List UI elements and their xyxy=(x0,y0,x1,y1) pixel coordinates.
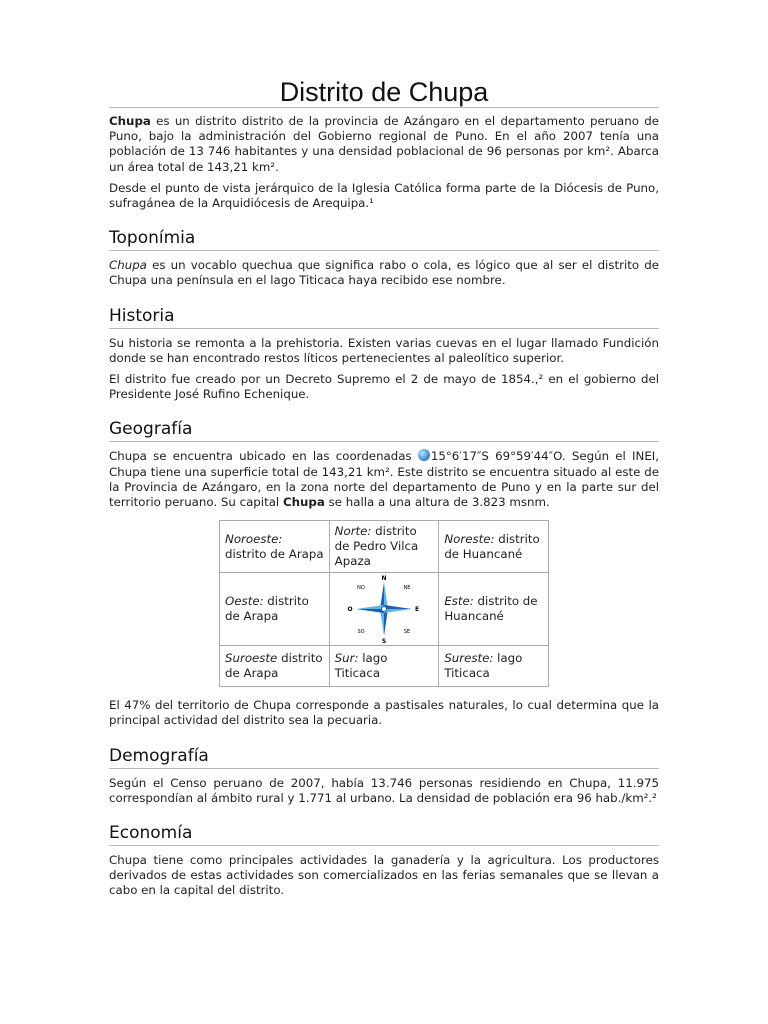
geografia-text-c: se halla a una altura de 3.823 msnm. xyxy=(324,495,550,510)
neighbor-cell-n xyxy=(329,521,439,573)
geografia-paragraph-1 xyxy=(109,449,659,510)
intro-bold-term: Chupa xyxy=(109,114,151,128)
section-heading-demografia: Demografía xyxy=(109,745,659,769)
table-row xyxy=(220,521,549,573)
section-toponimia xyxy=(109,227,659,288)
compass-label-s: S xyxy=(381,638,387,645)
historia-paragraph-2: El distrito fue creado por un Decreto Supremo el 2 de mayo de 1854.,² en el gobierno del Presidente José Rufino Echenique. xyxy=(109,372,659,402)
compass-rose-icon xyxy=(344,574,424,644)
coordinates-link[interactable]: 15°6′17″S 69°59′44″O xyxy=(430,449,562,464)
section-economia xyxy=(109,822,659,899)
toponimia-italic-term: Chupa xyxy=(109,258,147,273)
toponimia-paragraph xyxy=(109,258,659,288)
neighbor-cell-s xyxy=(329,646,439,687)
section-heading-geografia: Geografía xyxy=(109,418,659,442)
neighbor-value: lago Titicaca xyxy=(444,651,523,681)
document-page xyxy=(109,0,659,899)
neighbor-value: distrito de Arapa xyxy=(225,594,309,624)
compass-label-o: O xyxy=(347,606,353,614)
economia-paragraph: Chupa tiene como principales actividades la ganadería y la agricultura. Los productores derivados de estas actividades son comercializados en las ferias semanales que se llevan a cabo en la capital del distrito. xyxy=(109,853,659,898)
page-title: Distrito de Chupa xyxy=(279,77,489,107)
intro-paragraph-1 xyxy=(109,114,659,175)
direction-label: Sur: xyxy=(334,651,359,666)
compass-label-e: E xyxy=(414,606,420,614)
geografia-text-a: Chupa se encuentra ubicado en las coordenadas xyxy=(109,449,418,464)
neighbor-value: lago Titicaca xyxy=(334,651,388,681)
historia-paragraph-1: Su historia se remonta a la prehistoria. Existen varias cuevas en el lugar llamado Fundición donde se han encontrado restos líticos pertenecientes al paleolítico superior. xyxy=(109,335,659,365)
table-row xyxy=(220,573,549,646)
neighbor-cell-sw xyxy=(220,646,330,687)
geografia-text-b: . Según el INEI, Chupa tiene una superficie total de 143,21 km². Este distrito se encuentra situado al este de la Provincia de Azángaro, en la zona norte del departamento de Puno y en la parte sur del territorio peruano. Su capital xyxy=(109,449,659,510)
direction-label: Suroeste xyxy=(225,651,278,666)
compass-label-no: NO xyxy=(357,585,365,592)
compass-label-se: SE xyxy=(403,629,411,636)
direction-label: Noreste: xyxy=(444,531,495,546)
compass-label-so: SO xyxy=(357,629,365,636)
section-heading-toponimia: Toponímia xyxy=(109,227,659,251)
neighbor-cell-ne xyxy=(439,521,549,573)
section-geografia xyxy=(109,418,659,728)
section-historia xyxy=(109,305,659,403)
compass-label-n: N xyxy=(381,575,387,583)
table-row xyxy=(220,646,549,687)
neighbor-cell-nw xyxy=(220,521,330,573)
intro-text: es un distrito distrito de la provincia de Azángaro en el departamento peruano de Puno, bajo la administración del Gobierno regional de Puno. En el año 2007 tenía una población de 13 746 habitantes y una densidad poblacional de 96 personas por km². Abarca un área total de 143,21 km². xyxy=(109,114,659,174)
neighbor-value: distrito de Pedro Vilca Apaza xyxy=(334,524,419,569)
neighbor-value: distrito de Huancané xyxy=(444,594,538,624)
neighbor-value: distrito de Arapa xyxy=(225,651,323,681)
neighbor-value: distrito de Huancané xyxy=(444,531,540,561)
neighbor-cell-w xyxy=(220,573,330,646)
demografia-paragraph: Según el Censo peruano de 2007, había 13.746 personas residiendo en Chupa, 11.975 correspondían al ámbito rural y 1.771 al urbano. La densidad de población era 96 hab./km².² xyxy=(109,775,659,805)
globe-icon[interactable] xyxy=(418,449,430,461)
intro-paragraph-2: Desde el punto de vista jerárquico de la Iglesia Católica forma parte de la Diócesis de Puno, sufragánea de la Arquidiócesis de Arequipa.¹ xyxy=(109,180,659,211)
direction-label: Noroeste: xyxy=(225,531,283,546)
compass-cell xyxy=(329,573,439,646)
section-demografia xyxy=(109,745,659,806)
direction-label: Sureste: xyxy=(444,651,494,666)
compass-label-ne: NE xyxy=(403,585,411,592)
capital-bold-term: Chupa xyxy=(282,495,325,510)
geografia-paragraph-2: El 47% del territorio de Chupa corresponde a pastisales naturales, lo cual determina que la principal actividad del distrito sea la pecuaria. xyxy=(109,698,659,728)
neighbor-cell-e xyxy=(439,573,549,646)
neighbors-table xyxy=(219,520,549,687)
section-heading-economia: Economía xyxy=(109,822,659,846)
title-divider xyxy=(109,107,659,108)
neighbor-value: distrito de Arapa xyxy=(225,546,324,561)
direction-label: Oeste: xyxy=(225,594,264,609)
direction-label: Norte: xyxy=(334,524,372,539)
section-heading-historia: Historia xyxy=(109,305,659,329)
direction-label: Este: xyxy=(444,594,474,609)
neighbor-cell-se xyxy=(439,646,549,687)
toponimia-text: es un vocablo quechua que significa rabo o cola, es lógico que al ser el distrito de Chupa una península en el lago Titicaca haya recibido ese nombre. xyxy=(109,258,659,288)
